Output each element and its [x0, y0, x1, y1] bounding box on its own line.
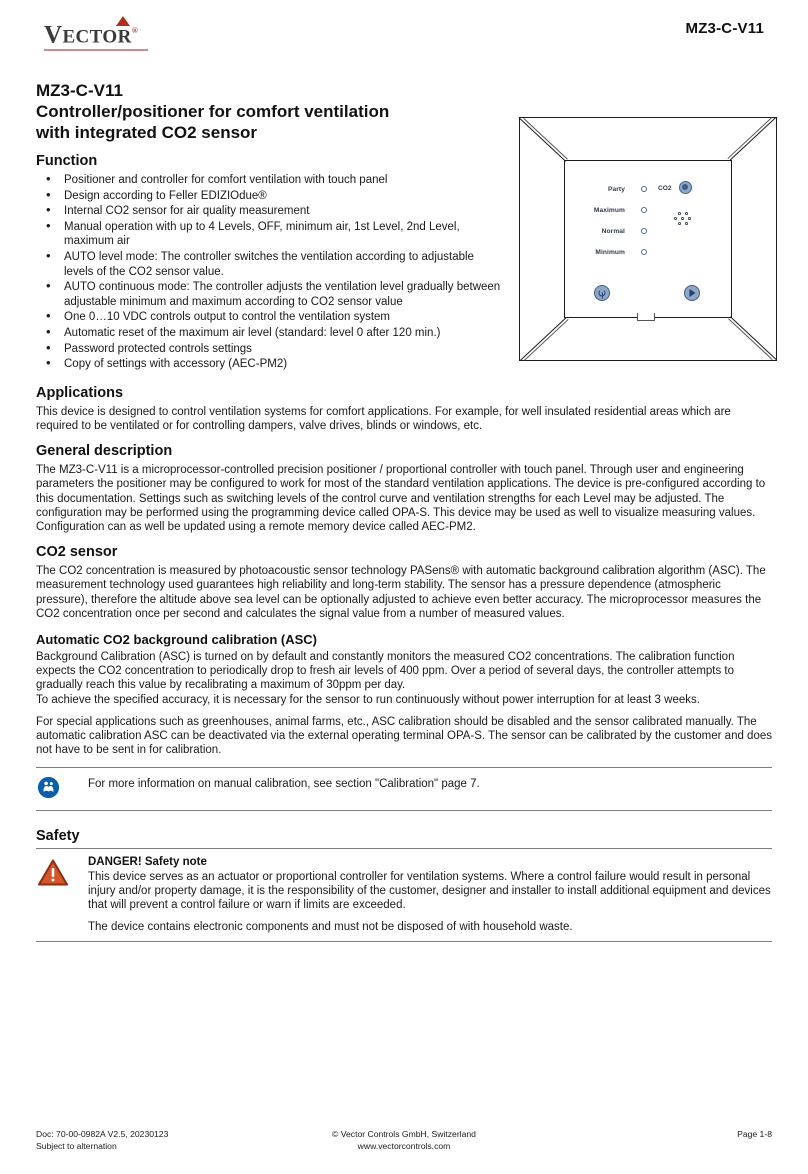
asc-paragraph-1: Background Calibration (ASC) is turned on by default and constantly monitors the measured CO2 concentrations. The calibration function expects the CO2 concentration to periodically drop to fresh air levels of 400 ppm. Over a period of several days, the controller attempts to gradually reach this value by recalibrating a maximum of 30ppm per day.	[36, 650, 735, 692]
list-item: • One 0…10 VDC controls output to control the ventilation system	[36, 310, 502, 325]
co2-sensor-paragraph: The CO2 concentration is measured by photoacoustic sensor technology PASens® with automatic background calibration algorithm (ASC). The measurement technology used guarantees high reliability and long-term stability. The sensor has a pressure dependence (atmospheric pressure), therefore the altitude above sea level can be optionally adjusted to achieve even better accuracy. The microprocessor measures the CO2 concentration once per second and calculates the signal value from a number of measured values.	[36, 565, 766, 620]
section-heading-applications: Applications	[36, 384, 124, 401]
led-label-normal: Normal	[601, 228, 625, 235]
info-note-callout	[36, 767, 772, 811]
footer-doc-disclaimer: Subject to alternation	[36, 1140, 117, 1151]
list-item: • Manual operation with up to 4 Levels, OFF, minimum air, 1st Level, 2nd Level, maximum air	[36, 220, 502, 249]
intro-column	[36, 80, 502, 372]
safety-danger-callout	[36, 848, 772, 942]
list-item: • Automatic reset of the maximum air level (standard: level 0 after 120 min.)	[36, 326, 502, 341]
danger-title: DANGER! Safety note	[88, 856, 207, 869]
page-title-line1: Controller/positioner for comfort ventilation	[36, 102, 390, 121]
list-item: • Positioner and controller for comfort ventilation with touch panel	[36, 173, 502, 188]
list-item: • Copy of settings with accessory (AEC-PM2)	[36, 357, 502, 372]
list-item: • Design according to Feller EDIZIOdue®	[36, 189, 502, 204]
list-item: • Internal CO2 sensor for air quality measurement	[36, 204, 502, 219]
asc-paragraph-3: For special applications such as greenhouses, animal farms, etc., ASC calibration should be disabled and the sensor calibrated manually. The automatic calibration ASC can be deactivated via the external operating terminal OPA-S. The sensor can be calibrated by the customer and does not have to be sent in for calibration.	[36, 715, 772, 757]
page-title-code: MZ3-C-V11	[36, 81, 123, 100]
footer-doc-info	[36, 1129, 279, 1152]
read-instructions-icon	[38, 777, 59, 798]
page-header	[0, 0, 808, 62]
list-item: • AUTO level mode: The controller switches the ventilation according to adjustable levels of the CO2 sensor value.	[36, 250, 502, 279]
danger-paragraph-1: This device serves as an actuator or proportional controller for ventilation systems. Where a control failure would result in personal injury and/or property damage, it is the responsibility of the customer, designer and installer to install additional equipment and devices that will prevent a control failure or warn if limits are exceeded.	[88, 870, 771, 911]
section-heading-function: Function	[36, 153, 98, 169]
section-heading-co2-sensor: CO2 sensor	[36, 544, 118, 561]
logo-triangle-icon	[116, 16, 130, 26]
warning-triangle-icon	[38, 859, 68, 886]
footer-page-number: Page 1-8	[737, 1129, 772, 1140]
section-heading-safety: Safety	[36, 828, 80, 845]
document-content	[36, 80, 772, 942]
page-footer	[36, 1129, 772, 1152]
list-item: • AUTO continuous mode: The controller adjusts the ventilation level gradually between adjustable minimum and maximum according to CO2 sensor value	[36, 280, 502, 309]
led-label-minimum: Minimum	[595, 249, 625, 256]
page-title-line2: with integrated CO2 sensor	[36, 123, 258, 142]
vector-logo	[44, 18, 164, 52]
info-note-text: For more information on manual calibration, see section "Calibration" page 7.	[88, 778, 480, 791]
footer-copyright: © Vector Controls GmbH, Switzerland	[332, 1129, 476, 1140]
footer-website[interactable]: www.vectorcontrols.com	[357, 1140, 451, 1151]
footer-company-info	[279, 1129, 529, 1152]
co2-label: CO2	[658, 185, 672, 192]
logo-underline	[44, 49, 148, 51]
header-product-code: MZ3-C-V11	[685, 20, 764, 37]
section-heading-asc: Automatic CO2 background calibration (ASC)	[36, 631, 317, 647]
logo-wordmark	[44, 18, 164, 50]
applications-paragraph: This device is designed to control ventilation systems for comfort applications. For example, for well insulated residential areas which are required to be ventilated or for controlling dampers, valve drives, blinds or windows, etc.	[36, 405, 731, 432]
footer-doc-number: Doc: 70-00-0982A V2.5, 20230123	[36, 1129, 169, 1140]
led-label-maximum: Maximum	[593, 207, 625, 214]
logo-registered-icon: ®	[131, 26, 139, 35]
section-heading-general-description: General description	[36, 443, 173, 460]
page-title	[36, 101, 502, 143]
list-item: • Password protected controls settings	[36, 342, 502, 357]
logo-initial: V	[44, 21, 63, 49]
safety-danger-body	[88, 855, 772, 934]
led-label-party: Party	[608, 186, 625, 193]
asc-paragraph-2: To achieve the specified accuracy, it is necessary for the sensor to run continuously without power interruption for at least 3 weeks.	[36, 693, 700, 706]
logo-remainder: ECTOR	[62, 26, 132, 48]
general-description-paragraph: The MZ3-C-V11 is a microprocessor-controlled precision positioner / proportional controller with touch panel. Through user and engineering parameters the positioner may be configured to work for most of the standard ventilation applications. The device is pre-configured according to this documentation. Settings such as switching levels of the control curve and ventilation strengths for each Level may be adjusted. The configuration may be performed using the programming device called OPA-S. This device may be used as well to visualize measuring values. Configuration can as well be updated using a remote memory device called AEC-PM2.	[36, 464, 766, 533]
danger-paragraph-2: The device contains electronic components and must not be disposed of with household waste.	[88, 921, 573, 934]
function-feature-list	[36, 173, 502, 372]
